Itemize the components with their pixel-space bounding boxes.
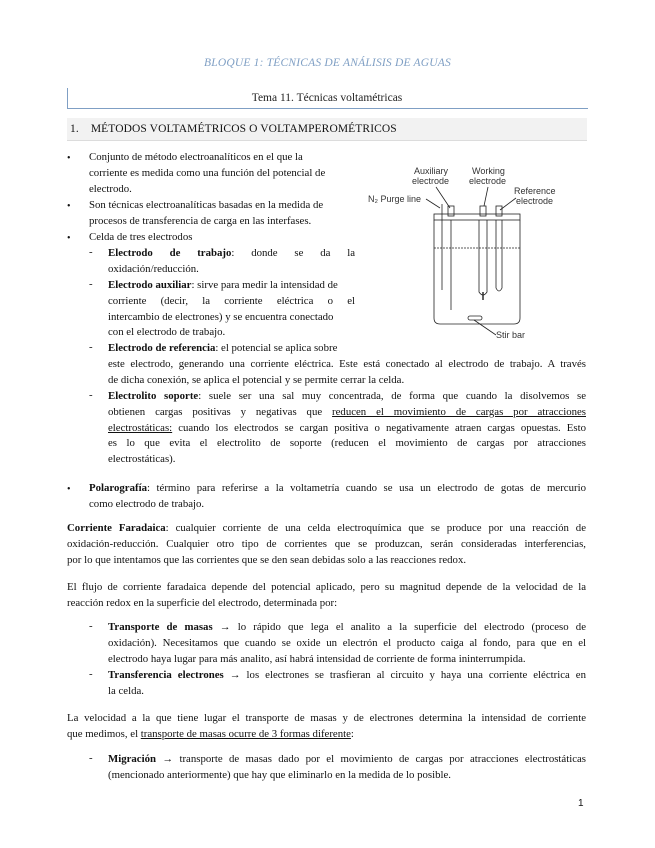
dash-marker: - bbox=[89, 341, 93, 353]
bullet-icon: • bbox=[67, 201, 71, 212]
reference-label-2: electrode bbox=[516, 196, 554, 206]
cell-lid bbox=[434, 214, 520, 220]
paragraph-conjunto: Conjunto de método electroanalíticos en el que la corriente es medida como una función del potencial de electrodo. bbox=[89, 151, 326, 195]
reference-electrode bbox=[496, 220, 502, 291]
purge-line-label: N₂ Purge line bbox=[368, 194, 422, 204]
item-electrodo-trabajo: Electrodo de trabajo: donde se da la oxidación/reducción. bbox=[108, 247, 355, 275]
auxiliary-leader bbox=[436, 187, 450, 208]
page-number: 1 bbox=[578, 798, 584, 809]
section-heading bbox=[70, 123, 397, 135]
item-transferencia-electrones: Transferencia electrones → los electrones se trasfieran al circuito y haya una corriente eléctrica en la celda. bbox=[108, 669, 586, 697]
dash-marker: - bbox=[89, 278, 93, 290]
paragraph-polarografia: Polarografía: término para referirse a la voltametría cuando se usa un electrodo de gotas de mercurio como electrodo de trabajo. bbox=[89, 482, 586, 510]
cell-beaker bbox=[434, 220, 520, 324]
dash-marker: - bbox=[89, 668, 93, 680]
item-electrodo-referencia-rest: este electrodo, generando una corriente eléctrica. Este está conectado al electrodo de trabajo. A través de dicha conexión, se aplica el potencial y se permite cerrar la celda. bbox=[108, 358, 586, 386]
working-electrode bbox=[479, 220, 487, 295]
section-number: 1. bbox=[70, 123, 79, 135]
working-electrode-cap bbox=[480, 206, 486, 216]
auxiliary-electrode-cap bbox=[448, 206, 454, 216]
paragraph-velocidad: La velocidad a la que tiene lugar el transporte de masas y de electrones determina la intensidad de corriente que medimos, el transporte de masas ocurre de 3 formas diferente: bbox=[67, 712, 586, 740]
stir-bar bbox=[468, 316, 482, 320]
item-transporte-masas: Transporte de masas → lo rápido que lega el analito a la superficie del electrodo (proceso de oxidación). Necesitamos que cuando se oxide un electrón el producto caiga al fondo, para que en el electrodo haya lugar para más analito, así habrá intensidad de corriente de forma ininterrumpida. bbox=[108, 621, 586, 665]
paragraph-flujo: El flujo de corriente faradaica depende del potencial aplicado, pero su magnitud depende de la velocidad de la reacción redox en la superficie del electrodo, determinada por: bbox=[67, 581, 586, 609]
reference-label-1: Reference bbox=[514, 186, 556, 196]
tema-title: Tema 11. Técnicas voltamétricas bbox=[251, 92, 403, 104]
working-leader bbox=[484, 187, 488, 206]
working-label-2: electrode bbox=[469, 176, 507, 186]
stir-bar-label: Stir bar bbox=[496, 330, 526, 340]
bullet-icon: • bbox=[67, 153, 71, 164]
paragraph-faradaica: Corriente Faradaica: cualquier corriente de una celda electroquímica que se produce por una reacción de oxidación-reducción. Cualquier otro tipo de corrientes que se produzcan, serán consideradas interferencias, por lo que intentamos que las corrientes que se den sean debidas solo a las reacciones redox. bbox=[67, 522, 586, 566]
paragraph-tecnicas: Son técnicas electroanalíticas basadas en la medida de procesos de transferencia de carga en las interfases. bbox=[89, 199, 324, 227]
auxiliary-label-2: electrode bbox=[412, 176, 450, 186]
bullet-icon: • bbox=[67, 233, 71, 244]
dash-marker: - bbox=[89, 389, 93, 401]
dash-marker: - bbox=[89, 246, 93, 258]
item-electrodo-referencia-line1: Electrodo de referencia: el potencial se aplica sobre bbox=[108, 342, 338, 354]
dash-marker: - bbox=[89, 752, 93, 764]
item-electrolito-soporte: Electrolito soporte: suele ser una sal muy concentrada, de forma que cuando la disolvemos se obtienen cargas positivas y negativas que reducen el movimiento de cargas por atracciones electrostáticas: cuando los electrodos se cargan positiva o negativamente atraen cargas opuestas. Esto es lo que evita el electrolito de soporte (reducen el movimiento de cargas por atracciones electrostáticas). bbox=[108, 390, 586, 466]
dash-marker: - bbox=[89, 620, 93, 632]
working-label-1: Working bbox=[472, 166, 505, 176]
purge-leader bbox=[426, 199, 440, 208]
section-title: MÉTODOS VOLTAMÉTRICOS O VOLTAMPEROMÉTRICOS bbox=[90, 123, 397, 135]
electrochemical-cell-diagram bbox=[366, 160, 581, 342]
auxiliary-label-1: Auxiliary bbox=[414, 166, 449, 176]
block-title: BLOQUE 1: TÉCNICAS DE ANÁLISIS DE AGUAS bbox=[204, 57, 451, 69]
bullet-icon: • bbox=[67, 484, 71, 495]
stir-bar-leader bbox=[474, 320, 496, 335]
item-electrodo-auxiliar: Electrodo auxiliar: sirve para medir la intensidad de corriente (decir, la corriente eléctrica o el intercambio de electrones) y se encuentra conectado con el electrodo de trabajo. bbox=[108, 279, 355, 339]
item-migracion: Migración → transporte de masas dado por el movimiento de cargas por atracciones electrostáticas (mencionado anteriormente) que hay que eliminarlo en la medida de lo posible. bbox=[108, 753, 586, 781]
reference-electrode-cap bbox=[496, 206, 502, 216]
paragraph-celda: Celda de tres electrodos bbox=[89, 231, 193, 243]
